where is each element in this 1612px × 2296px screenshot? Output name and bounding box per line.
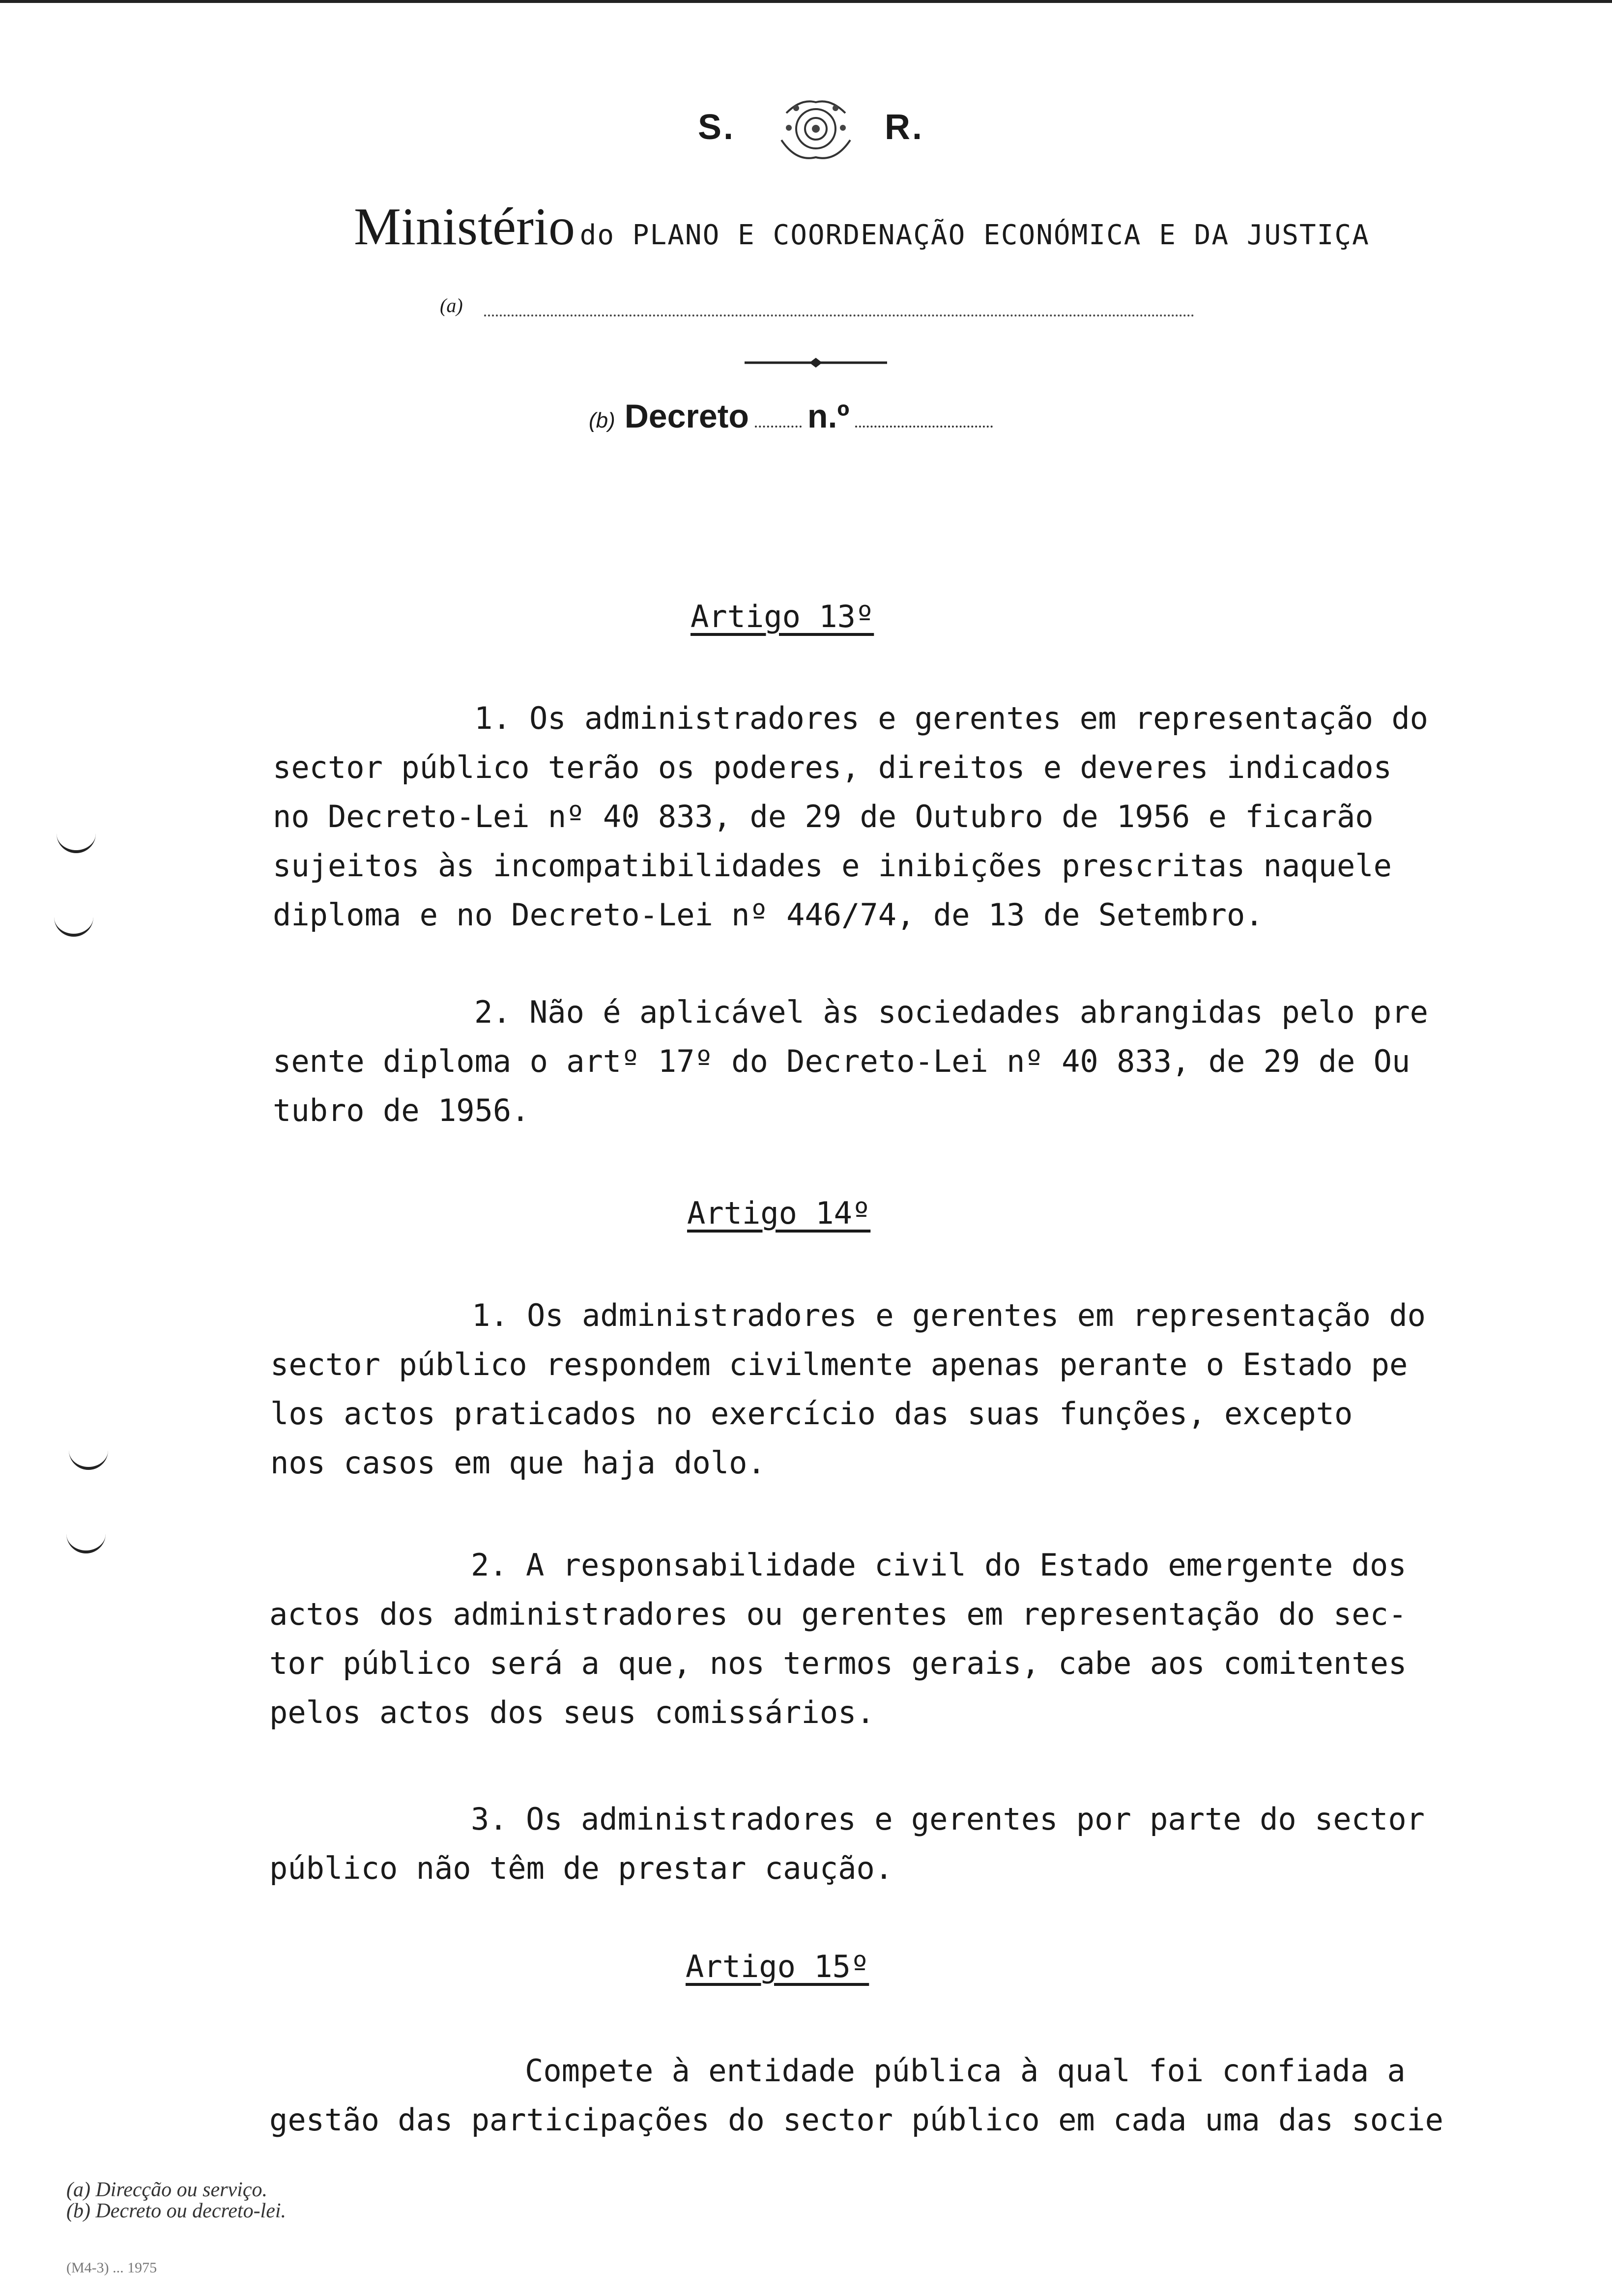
artigo-14-title: Artigo 14º [687,1195,871,1231]
margin-punch-mark [54,914,93,937]
artigo-13-paragraph-1: 1. Os administradores e gerentes em representação do sector público terão os poderes, direitos e deveres indicados no Decreto-Lei nº 40 833, de 29 de Outubro de 1956 e ficarão sujeitos às incompatibilidades e inibições prescritas naquele diploma e no Decreto-Lei nº 446/74, de 13 de Setembro. [273,700,1429,933]
printer-line: (M4-3) ... 1975 [66,2260,157,2276]
artigo-13-title: Artigo 13º [691,599,874,634]
letter-r: R. [885,108,924,147]
ministerio-word: Ministério [354,198,575,256]
artigo-14-paragraph-1: 1. Os administradores e gerentes em representação do sector público respondem civilmente apenas perante o Estado pe los actos praticados no exercício das suas funções, excepto nos casos em que haja dolo. [270,1297,1426,1481]
decreto-blank [755,426,802,428]
decreto-number-label: n.º [807,398,850,435]
top-border-line [0,0,1612,3]
decreto-number-blank [855,426,993,428]
artigo-15-title: Artigo 15º [686,1949,869,1984]
republic-emblem-icon [767,93,865,167]
margin-punch-mark [66,1531,106,1553]
artigo-15-paragraph-1: Compete à entidade pública à qual foi confiada a gestão das participações do sector público em cada uma das socie [269,2053,1443,2138]
divider-ornament [745,358,887,368]
decreto-word: Decreto [624,398,749,435]
margin-punch-mark [69,1447,108,1470]
margin-punch-mark [57,831,96,853]
footnote-a: (a) Direcção ou serviço. [66,2179,267,2201]
letter-s: S. [698,108,736,147]
decreto-line [589,397,993,435]
artigo-14-paragraph-3: 3. Os administradores e gerentes por parte do sector público não têm de prestar caução. [269,1801,1425,1886]
footnote-b: (b) Decreto ou decreto-lei. [66,2200,287,2222]
decreto-label-b: (b) [589,408,615,432]
direction-dotted-line [484,315,1194,316]
direction-label: (a) [440,294,463,316]
artigo-14-paragraph-2: 2. A responsabilidade civil do Estado emergente dos actos dos administradores ou gerentes em representação do sec- tor público será a que, nos termos gerais, cabe aos comitentes pelos actos dos seus comissários. [269,1547,1407,1730]
letterhead-sr [698,107,924,147]
ministry-name: do PLANO E COORDENAÇÃO ECONÓMICA E DA JUSTIÇA [579,219,1370,251]
ministry-title [354,197,1370,258]
artigo-13-paragraph-2: 2. Não é aplicável às sociedades abrangidas pelo pre sente diploma o artº 17º do Decreto-Lei nº 40 833, de 29 de Ou tubro de 1956. [273,994,1429,1128]
